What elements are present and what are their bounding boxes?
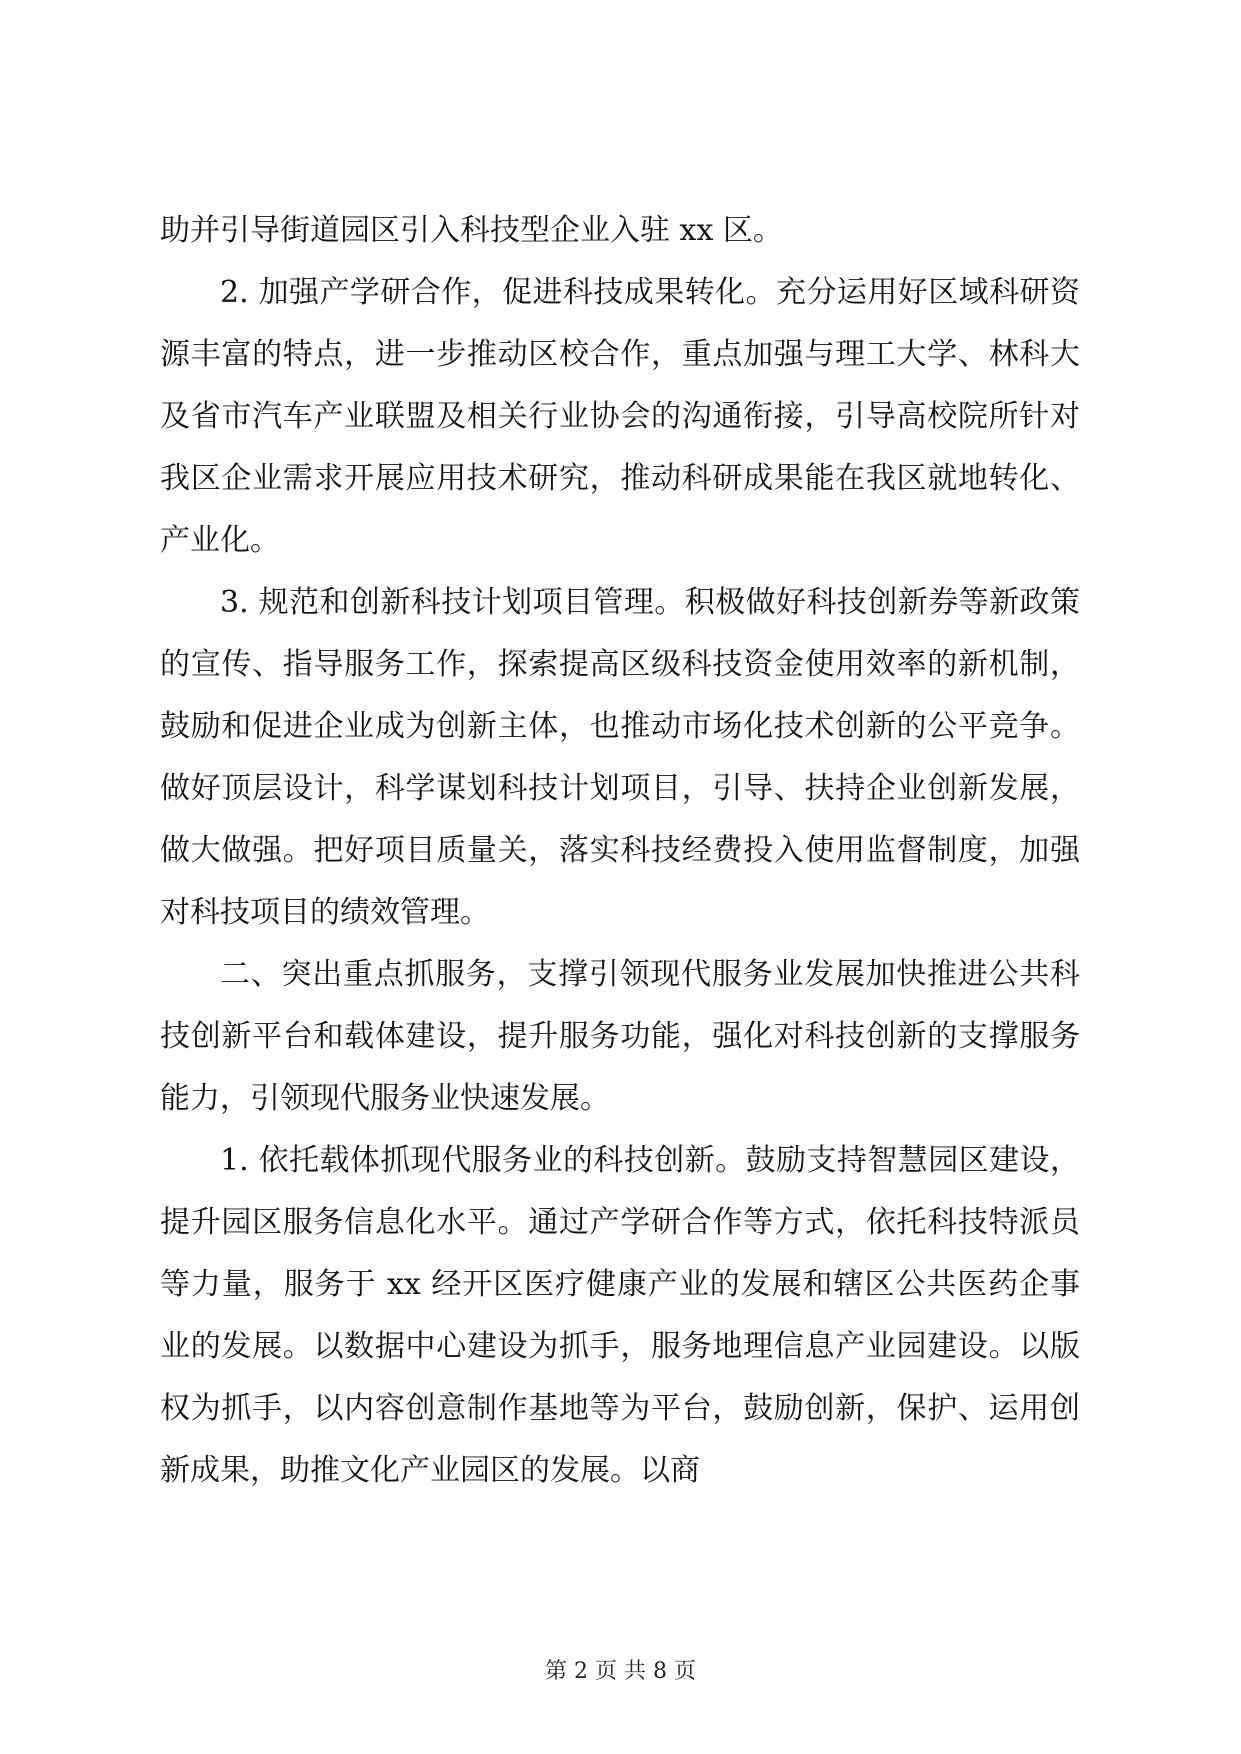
page-number: 第 2 页 共 8 页 (545, 1659, 696, 1684)
document-body (160, 200, 1080, 1502)
paragraph-item-3: 3. 规范和创新科技计划项目管理。积极做好科技创新券等新政策的宣传、指导服务工作，探索提高区级科技资金使用效率的新机制，鼓励和促进企业成为创新主体，也推动市场化技术创新的公平竞争。做好顶层设计，科学谋划科技计划项目，引导、扶持企业创新发展，做大做强。把好项目质量关，落实科技经费投入使用监督制度，加强对科技项目的绩效管理。 (160, 585, 1080, 930)
paragraph-item-1: 1. 依托载体抓现代服务业的科技创新。鼓励支持智慧园区建设，提升园区服务信息化水平。通过产学研合作等方式，依托科技特派员等力量，服务于 xx 经开区医疗健康产业的发展和辖区公共医药企事业的发展。以数据中心建设为抓手，服务地理信息产业园建设。以版权为抓手，以内容创意制作基地等为平台，鼓励创新，保护、运用创新成果，助推文化产业园区的发展。以商 (160, 1143, 1080, 1488)
section-heading-2: 二、突出重点抓服务，支撑引领现代服务业发展加快推进公共科技创新平台和载体建设，提升服务功能，强化对科技创新的支撑服务能力，引领现代服务业快速发展。 (160, 957, 1080, 1116)
paragraph-item-2: 2. 加强产学研合作，促进科技成果转化。充分运用好区域科研资源丰富的特点，进一步推动区校合作，重点加强与理工大学、林科大及省市汽车产业联盟及相关行业协会的沟通衔接，引导高校院所针对我区企业需求开展应用技术研究，推动科研成果能在我区就地转化、产业化。 (160, 275, 1080, 558)
paragraph-continuation: 助并引导街道园区引入科技型企业入驻 xx 区。 (160, 213, 783, 248)
